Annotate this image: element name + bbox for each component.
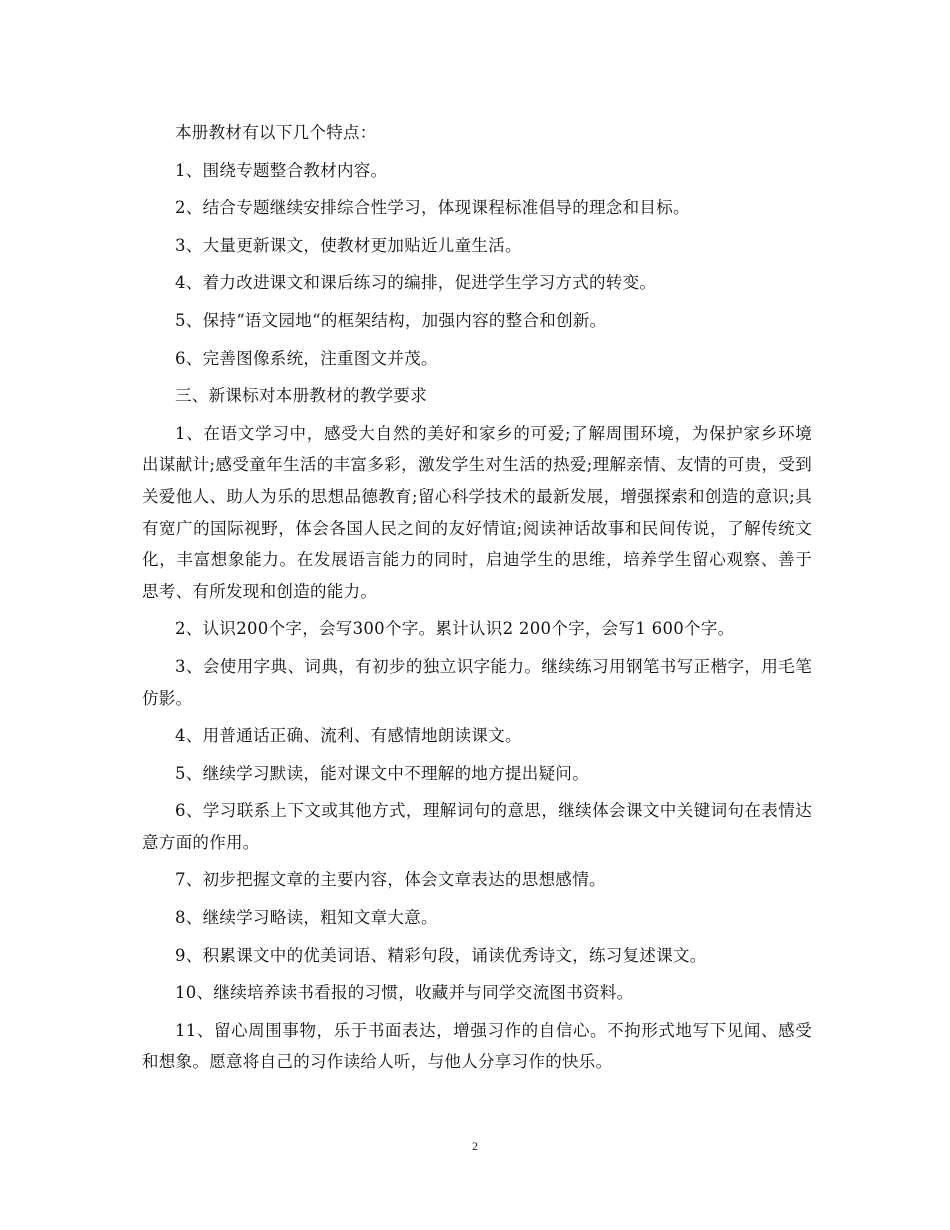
requirement-item-7: 7、初步把握文章的主要内容，体会文章表达的思想感情。 <box>175 870 606 890</box>
feature-item-4: 4、着力改进课文和课后练习的编排，促进学生学习方式的转变。 <box>175 273 657 293</box>
requirement-item-8: 8、继续学习略读，粗知文章大意。 <box>175 908 438 928</box>
requirement-item-3: 3、会使用字典、词典，有初步的独立识字能力。继续练习用钢笔书写正楷字，用毛笔仿影。 <box>142 656 812 708</box>
requirement-item-1: 1、在语文学习中，感受大自然的美好和家乡的可爱;了解周围环境，为保护家乡环境出谋献计;感受童年生活的丰富多彩，激发学生对生活的热爱;理解亲情、友情的可贵，受到关爱他人、助人为乐的思想品德教育;留心科学技术的最新发展，增强探索和创造的意识;具有宽广的国际视野，体会各国人民之间的友好情谊;阅读神话故事和民间传说，了解传统文化，丰富想象能力。在发展语言能力的同时，启迪学生的思维，培养学生留心观察、善于思考、有所发现和创造的能力。 <box>142 423 812 601</box>
requirement-item-5: 5、继续学习默读，能对课文中不理解的地方提出疑问。 <box>175 763 589 783</box>
requirement-item-9: 9、积累课文中的优美词语、精彩句段，诵读优秀诗文，练习复述课文。 <box>175 945 707 965</box>
feature-item-2: 2、结合专题继续安排综合性学习，体现课程标准倡导的理念和目标。 <box>175 198 690 218</box>
feature-item-3: 3、大量更新课文，使教材更加贴近儿童生活。 <box>175 235 522 255</box>
requirement-item-11: 11、留心周围事物，乐于书面表达，增强习作的自信心。不拘形式地写下见闻、感受和想象。愿意将自己的习作读给人听，与他人分享习作的快乐。 <box>142 1020 812 1072</box>
requirement-item-10: 10、继续培养读书看报的习惯，收藏并与同学交流图书资料。 <box>175 983 634 1003</box>
feature-item-6: 6、完善图像系统，注重图文并茂。 <box>175 348 438 368</box>
requirement-item-4: 4、用普通话正确、流利、有感情地朗读课文。 <box>175 726 522 746</box>
page-number: 2 <box>472 1139 478 1153</box>
requirement-item-6: 6、学习联系上下文或其他方式，理解词句的意思，继续体会课文中关键词句在表情达意方面的作用。 <box>142 801 812 852</box>
document-body <box>142 117 812 1084</box>
intro-paragraph: 本册教材有以下几个特点： <box>175 123 377 142</box>
feature-item-1: 1、围绕专题整合教材内容。 <box>175 160 388 180</box>
requirement-item-2: 2、认识200个字，会写300个字。累计认识2 200个字，会写1 600个字。 <box>175 619 735 639</box>
section-heading: 三、新课标对本册教材的教学要求 <box>175 386 427 406</box>
feature-item-5: 5、保持“语文园地“的框架结构，加强内容的整合和创新。 <box>175 310 607 330</box>
